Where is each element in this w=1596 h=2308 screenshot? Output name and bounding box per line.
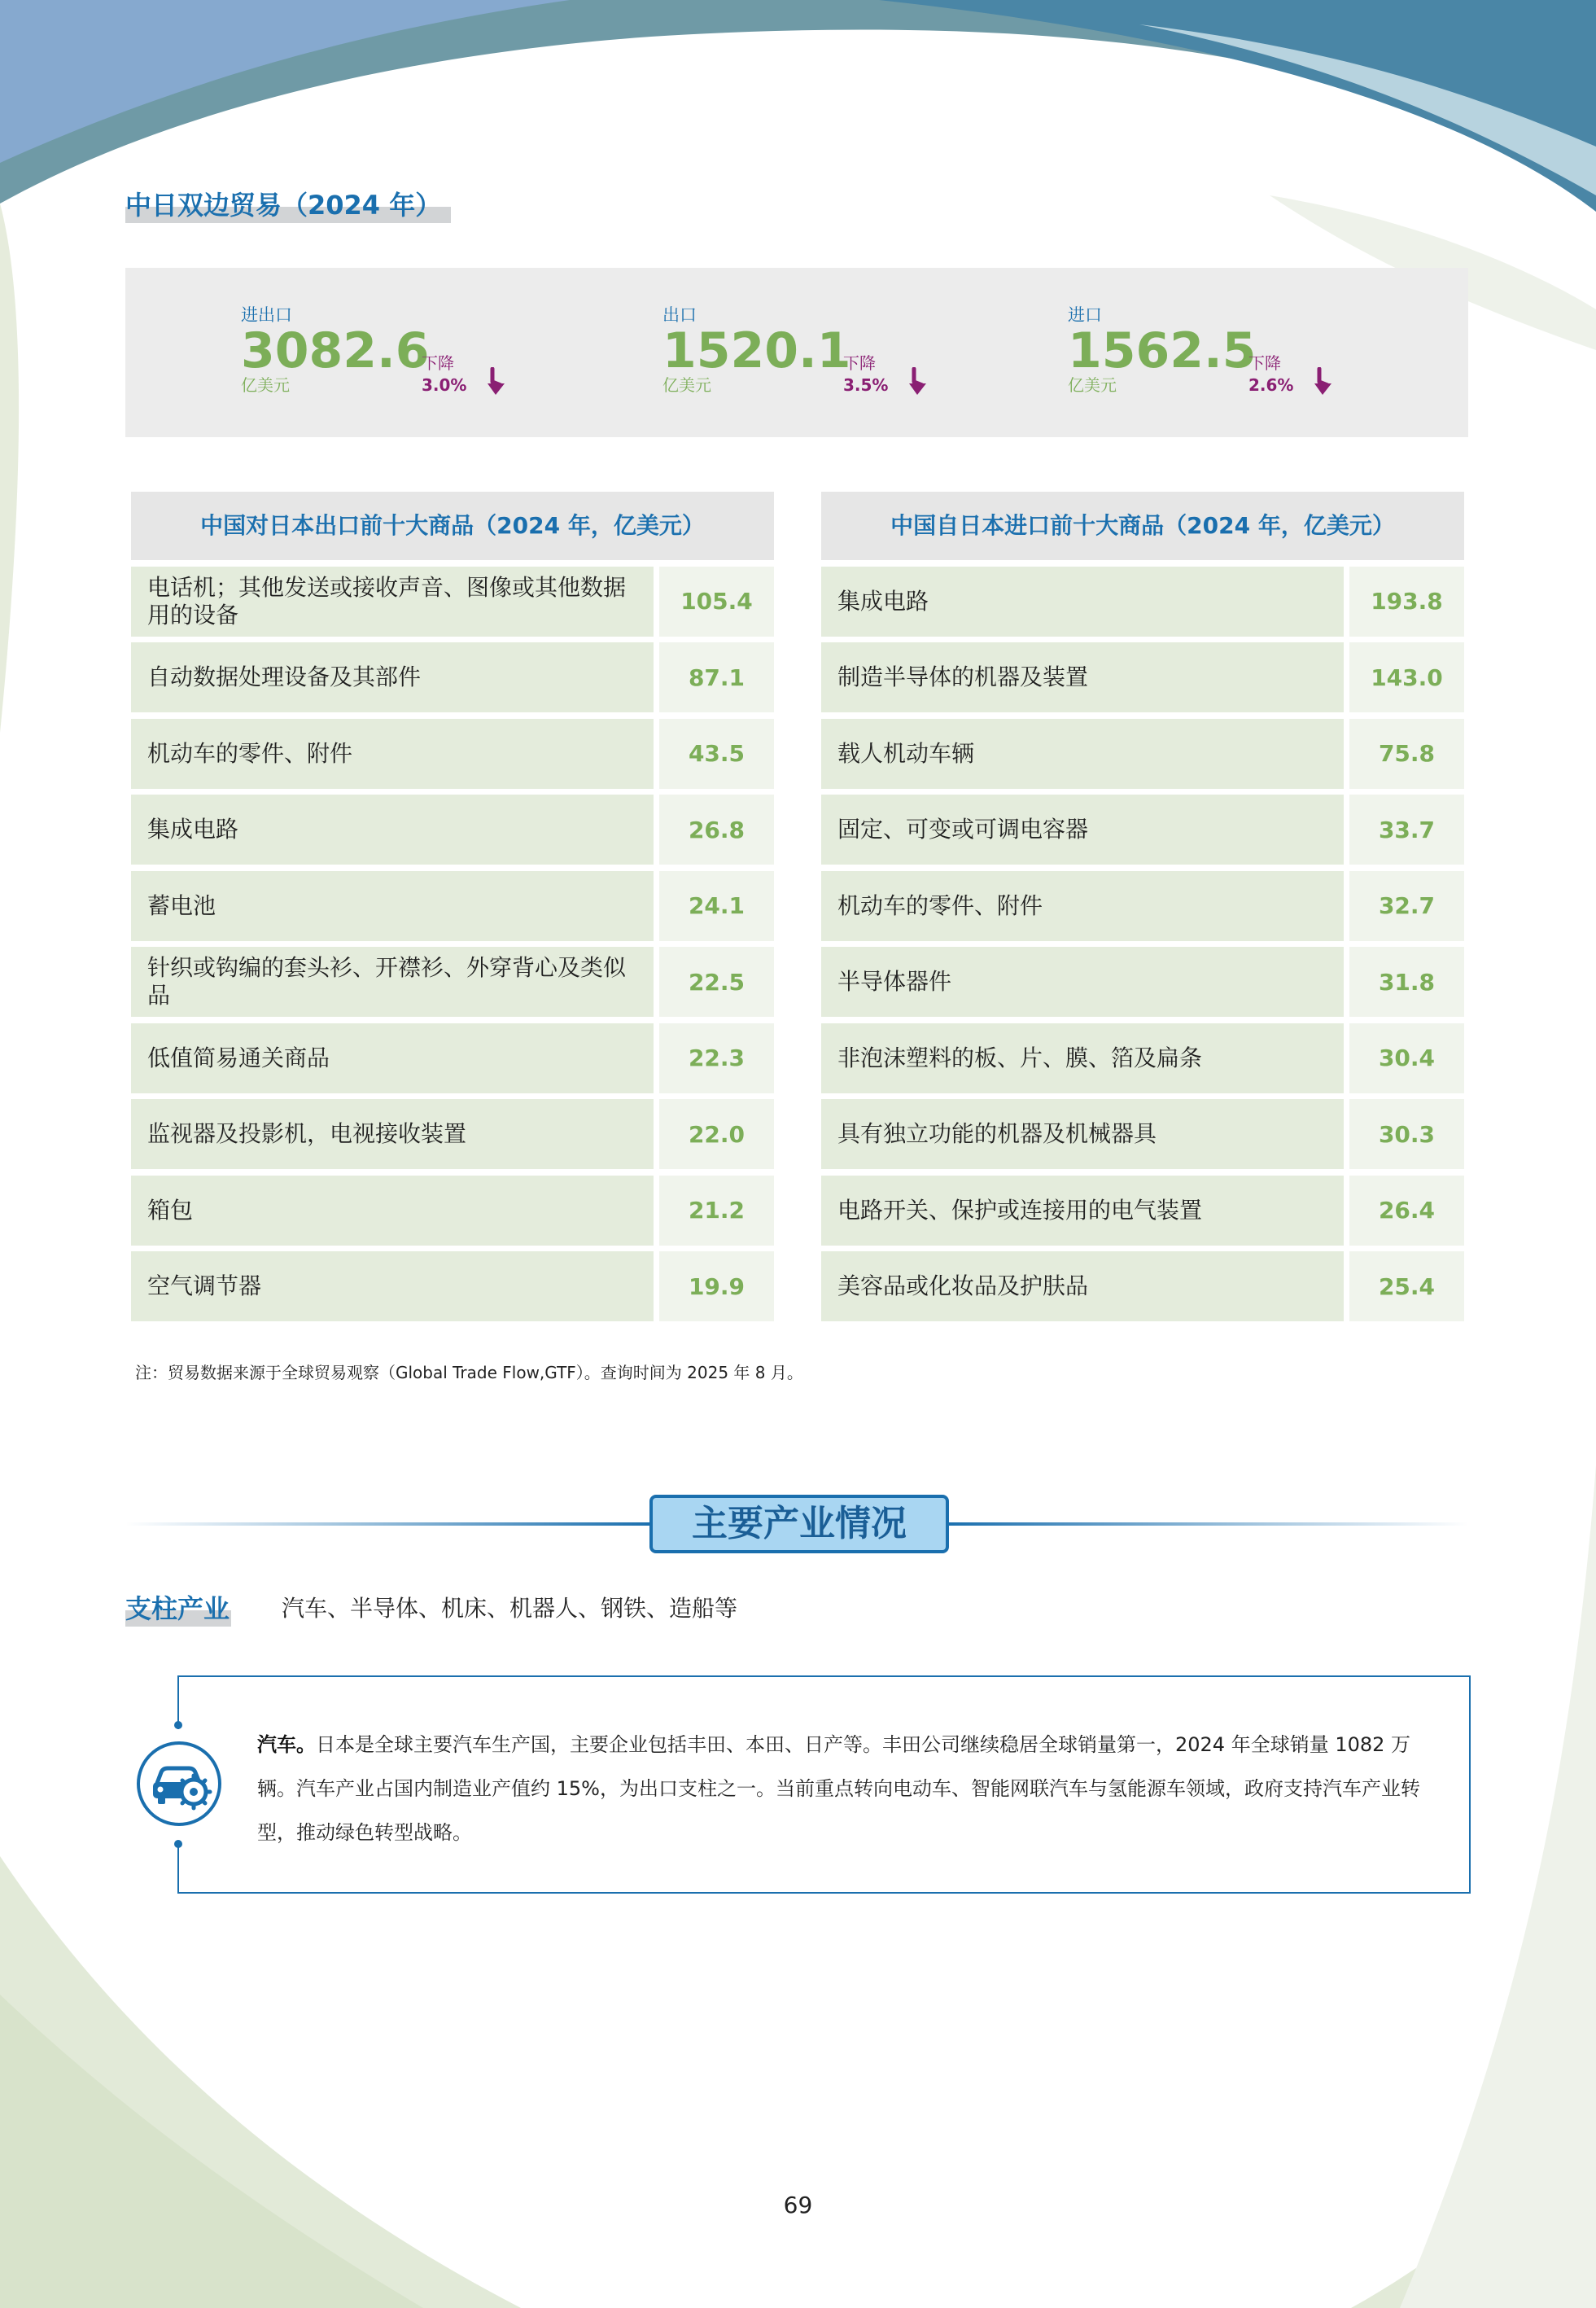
stat-change [1248, 353, 1293, 396]
table-row [821, 642, 1464, 712]
product-value: 30.3 [1349, 1099, 1464, 1169]
down-arrow-icon [485, 367, 506, 396]
table-row [131, 871, 774, 941]
automotive-lead: 汽车。 [257, 1733, 316, 1756]
product-name: 机动车的零件、附件 [131, 719, 654, 789]
product-value: 87.1 [659, 642, 774, 712]
product-name: 固定、可变或可调电容器 [821, 795, 1344, 865]
product-name: 蓄电池 [131, 871, 654, 941]
stat-change-label: 下降 [843, 353, 876, 373]
product-name: 具有独立功能的机器及机械器具 [821, 1099, 1344, 1169]
stat-value: 3082.6 [241, 322, 430, 379]
import-table-header: 中国自日本进口前十大商品（2024 年，亿美元） [821, 492, 1464, 560]
export-table-header: 中国对日本出口前十大商品（2024 年，亿美元） [131, 492, 774, 560]
product-value: 26.8 [659, 795, 774, 865]
table-row [821, 947, 1464, 1017]
product-name: 低值简易通关商品 [131, 1023, 654, 1093]
product-name: 机动车的零件、附件 [821, 871, 1344, 941]
product-name: 载人机动车辆 [821, 719, 1344, 789]
product-value: 26.4 [1349, 1176, 1464, 1246]
table-row [821, 719, 1464, 789]
stat-total-trade [241, 304, 467, 395]
table-row [131, 719, 774, 789]
page-number: 69 [783, 2192, 813, 2218]
import-top10-table [821, 492, 1464, 1321]
product-value: 30.4 [1349, 1023, 1464, 1093]
product-value: 193.8 [1349, 567, 1464, 637]
product-name: 美容品或化妆品及护肤品 [821, 1251, 1344, 1321]
product-name: 箱包 [131, 1176, 654, 1246]
table-row [131, 1251, 774, 1321]
product-value: 22.0 [659, 1099, 774, 1169]
product-value: 25.4 [1349, 1251, 1464, 1321]
product-value: 105.4 [659, 567, 774, 637]
product-name: 制造半导体的机器及装置 [821, 642, 1344, 712]
product-name: 半导体器件 [821, 947, 1344, 1017]
stat-label: 进口 [1068, 305, 1102, 325]
car-gear-icon [135, 1740, 223, 1828]
stat-change [843, 353, 888, 396]
product-name: 电路开关、保护或连接用的电气装置 [821, 1176, 1344, 1246]
table-row [131, 1176, 774, 1246]
table-row [131, 795, 774, 865]
stat-change-pct: 3.0% [422, 375, 467, 395]
product-value: 33.7 [1349, 795, 1464, 865]
product-value: 32.7 [1349, 871, 1464, 941]
table-row [821, 1023, 1464, 1093]
product-value: 22.5 [659, 947, 774, 1017]
stat-change-label: 下降 [1248, 353, 1281, 373]
pillar-industry-label: 支柱产业 [125, 1591, 231, 1627]
table-row [131, 1023, 774, 1093]
automotive-body: 日本是全球主要汽车生产国，主要企业包括丰田、本田、日产等。丰田公司继续稳居全球销量第一，2024 年全球销量 1082 万辆。汽车产业占国内制造业产值约 15%，为出口支柱之一。当前重点转向电动车、智能网联汽车与氢能源车领域，政府支持汽车产业转型，推动绿色转型战略。 [257, 1733, 1420, 1844]
stat-value: 1562.5 [1068, 322, 1257, 379]
industry-section-banner: 主要产业情况 [649, 1495, 949, 1553]
product-value: 21.2 [659, 1176, 774, 1246]
table-row [821, 567, 1464, 637]
stat-import [1068, 304, 1294, 395]
table-row [131, 947, 774, 1017]
stat-unit: 亿美元 [1068, 375, 1117, 395]
product-value: 19.9 [659, 1251, 774, 1321]
down-arrow-icon [907, 367, 928, 396]
product-value: 31.8 [1349, 947, 1464, 1017]
product-name: 监视器及投影机，电视接收装置 [131, 1099, 654, 1169]
table-row [821, 1176, 1464, 1246]
product-value: 43.5 [659, 719, 774, 789]
product-name: 非泡沫塑料的板、片、膜、箔及扁条 [821, 1023, 1344, 1093]
card-connector-dot [174, 1840, 182, 1848]
table-row [821, 795, 1464, 865]
table-row [131, 1099, 774, 1169]
card-connector-dot [174, 1721, 182, 1729]
product-value: 24.1 [659, 871, 774, 941]
automotive-description [257, 1723, 1445, 1855]
table-row [821, 871, 1464, 941]
stat-value: 1520.1 [662, 322, 851, 379]
trade-section-title: 中日双边贸易（2024 年） [125, 187, 451, 223]
card-connector-bottom [177, 1845, 179, 1894]
product-name: 电话机；其他发送或接收声音、图像或其他数据用的设备 [131, 567, 654, 637]
stat-unit: 亿美元 [241, 375, 290, 395]
down-arrow-icon [1312, 367, 1333, 396]
stat-unit: 亿美元 [662, 375, 711, 395]
stat-change [422, 353, 466, 396]
trade-summary-box [125, 268, 1468, 437]
table-row [821, 1251, 1464, 1321]
product-name: 自动数据处理设备及其部件 [131, 642, 654, 712]
stat-export [662, 304, 889, 395]
data-source-note: 注：贸易数据来源于全球贸易观察（Global Trade Flow,GTF）。查询时间为 2025 年 8 月。 [135, 1363, 803, 1382]
product-name: 针织或钩编的套头衫、开襟衫、外穿背心及类似品 [131, 947, 654, 1017]
product-name: 空气调节器 [131, 1251, 654, 1321]
product-name: 集成电路 [821, 567, 1344, 637]
product-value: 143.0 [1349, 642, 1464, 712]
stat-change-pct: 3.5% [843, 375, 889, 395]
product-value: 75.8 [1349, 719, 1464, 789]
table-row [131, 567, 774, 637]
banner-divider-left [125, 1522, 653, 1526]
product-value: 22.3 [659, 1023, 774, 1093]
stat-label: 进出口 [241, 305, 292, 325]
product-name: 集成电路 [131, 795, 654, 865]
stat-change-label: 下降 [422, 353, 454, 373]
banner-divider-right [946, 1522, 1468, 1526]
table-row [131, 642, 774, 712]
export-top10-table [131, 492, 774, 1321]
table-row [821, 1099, 1464, 1169]
pillar-industry-list: 汽车、半导体、机床、机器人、钢铁、造船等 [282, 1595, 738, 1622]
stat-change-pct: 2.6% [1248, 375, 1294, 395]
stat-label: 出口 [662, 305, 697, 325]
